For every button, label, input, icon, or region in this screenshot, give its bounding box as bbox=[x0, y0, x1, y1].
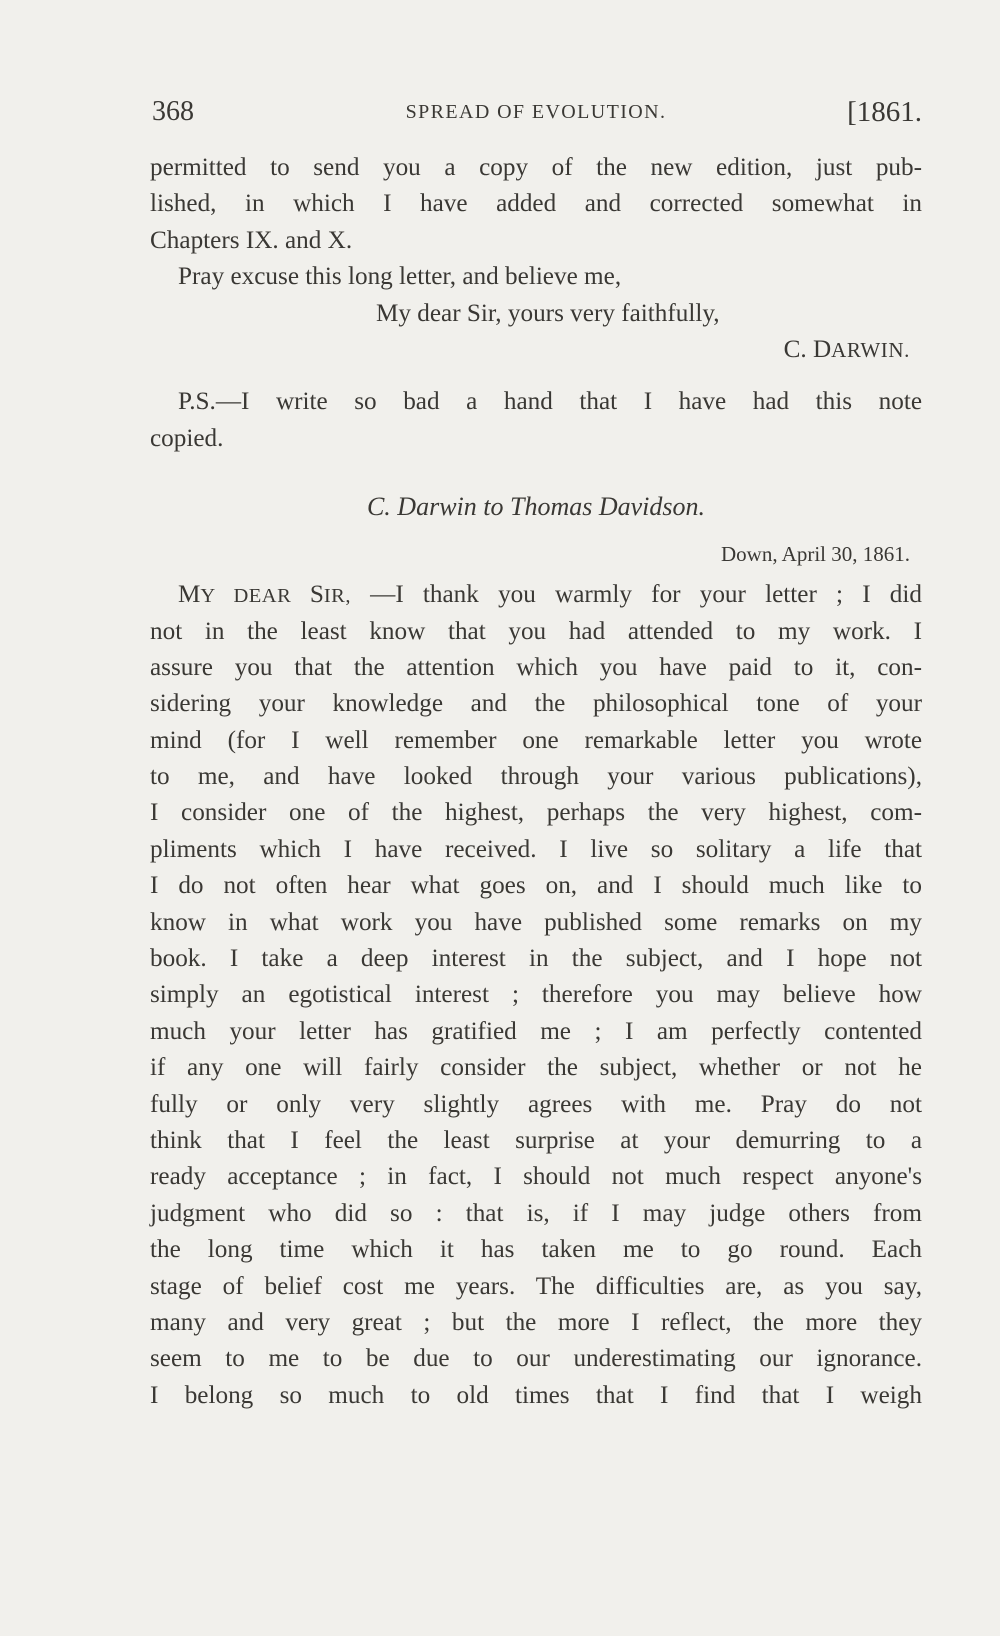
signature bbox=[150, 332, 922, 368]
running-year: [1861. bbox=[847, 96, 922, 128]
text-line: sidering your knowledge and the philosophical tone of your bbox=[150, 690, 922, 718]
salutation-rest: —I thank you warmly for your letter ; I did bbox=[350, 581, 922, 609]
text-line: pliments which I have received. I live so solitary a life that bbox=[150, 835, 922, 863]
text-line: book. I take a deep interest in the subject, and I hope not bbox=[150, 945, 922, 973]
letter-body bbox=[150, 577, 922, 1414]
text-line: Chapters IX. and X. bbox=[150, 226, 353, 254]
text-line: I belong so much to old times that I find that I weigh bbox=[150, 1381, 922, 1409]
text-line: not in the least know that you had attended to my work. I bbox=[150, 617, 922, 645]
text-line: stage of belief cost me years. The difficulties are, as you say, bbox=[150, 1272, 922, 1300]
salutation-line bbox=[150, 577, 922, 613]
text-line: P.S.—I write so bad a hand that I have had this note bbox=[178, 388, 922, 416]
text-line: lished, in which I have added and corrected somewhat in bbox=[150, 190, 922, 218]
book-page bbox=[150, 88, 922, 1414]
text-line: ready acceptance ; in fact, I should not much respect anyone's bbox=[150, 1163, 922, 1191]
text-line: I consider one of the highest, perhaps the very highest, com- bbox=[150, 799, 922, 827]
text-line: simply an egotistical interest ; therefore you may believe how bbox=[150, 981, 922, 1009]
continued-paragraph bbox=[150, 150, 922, 259]
text-line: judgment who did so : that is, if I may judge others from bbox=[150, 1199, 922, 1227]
salutation-s: S bbox=[309, 581, 324, 609]
text-line: to me, and have looked through your various publications), bbox=[150, 763, 922, 791]
salutation-y: Y DEAR bbox=[200, 585, 310, 608]
salutation-ir: IR, bbox=[323, 585, 351, 608]
running-title: SPREAD OF EVOLUTION. bbox=[405, 101, 667, 123]
text-line: fully or only very slightly agrees with me. Pray do not bbox=[150, 1090, 922, 1118]
text-line: copied. bbox=[150, 424, 224, 452]
letter-closing bbox=[150, 259, 922, 368]
running-head bbox=[150, 88, 922, 136]
text-line: assure you that the attention which you have paid to it, con- bbox=[150, 653, 922, 681]
text-line: I do not often hear what goes on, and I should much like to bbox=[150, 872, 922, 900]
text-line: seem to me to be due to our underestimating our ignorance. bbox=[150, 1345, 922, 1373]
text-line: know in what work you have published some remarks on my bbox=[150, 908, 922, 936]
text-line: the long time which it has taken me to go round. Each bbox=[150, 1236, 922, 1264]
closing-signoff: My dear Sir, yours very faithfully, bbox=[376, 299, 720, 327]
text-line: mind (for I well remember one remarkable letter you wrote bbox=[150, 726, 922, 754]
text-line: much your letter has gratified me ; I am perfectly contented bbox=[150, 1017, 922, 1045]
postscript bbox=[150, 384, 922, 457]
text-line: if any one will fairly consider the subject, whether or not he bbox=[150, 1054, 922, 1082]
text-line: many and very great ; but the more I reflect, the more they bbox=[150, 1308, 922, 1336]
signature-initial: C. D bbox=[783, 335, 832, 363]
signature-rest: ARWIN. bbox=[831, 337, 910, 362]
dateline: Down, April 30, 1861. bbox=[721, 542, 910, 567]
text-line: permitted to send you a copy of the new edition, just pub- bbox=[150, 154, 922, 181]
letter-heading: C. Darwin to Thomas Davidson. bbox=[366, 492, 706, 522]
page-number: 368 bbox=[152, 96, 194, 127]
text-line: think that I feel the least surprise at your demurring to a bbox=[150, 1126, 922, 1154]
salutation-m: M bbox=[178, 581, 201, 609]
closing-excuse: Pray excuse this long letter, and believe me, bbox=[178, 263, 622, 291]
